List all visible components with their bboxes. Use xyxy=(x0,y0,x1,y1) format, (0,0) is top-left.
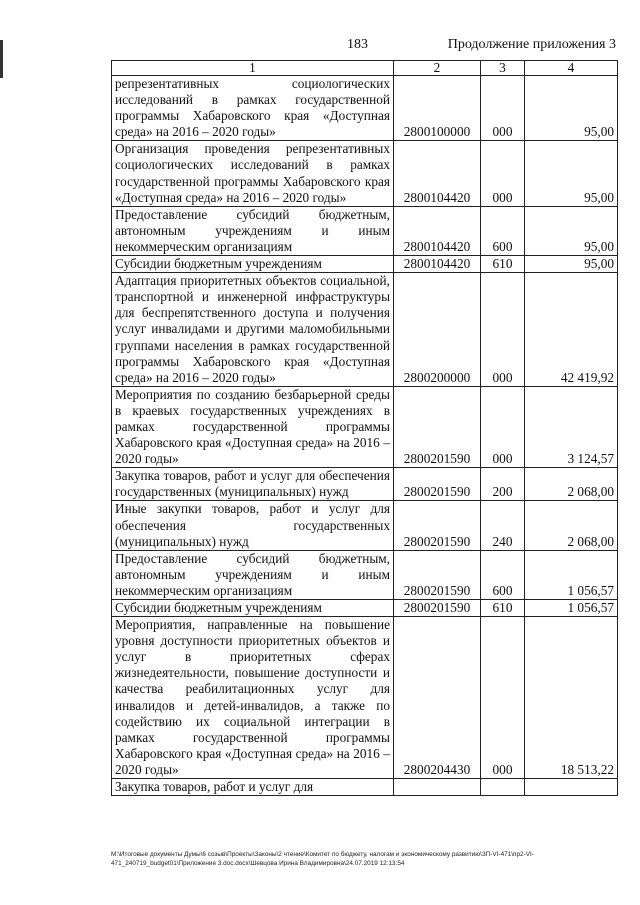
amount: 95,00 xyxy=(525,256,618,273)
expense-type: 000 xyxy=(481,617,525,779)
table-row xyxy=(112,386,618,467)
amount: 1 056,57 xyxy=(525,550,618,599)
table-row xyxy=(112,468,618,501)
row-name: Предоставление субсидий бюджетным, автономным учреждениям и иным некоммерческим организациям xyxy=(112,550,394,599)
expense-type: 610 xyxy=(481,256,525,273)
expense-type: 600 xyxy=(481,550,525,599)
expense-type: 000 xyxy=(481,76,525,141)
target-code: 2800104420 xyxy=(394,256,481,273)
target-code xyxy=(394,779,481,796)
table-row xyxy=(112,550,618,599)
table-row xyxy=(112,501,618,550)
page-number: 183 xyxy=(347,37,368,52)
row-name: Мероприятия по созданию безбарьерной среды в краевых государственных учреждениях в рамках государственной программы Хабаровского края «Доступная среда» на 2016 – 2020 годы» xyxy=(112,386,394,467)
amount: 95,00 xyxy=(525,206,618,255)
table-row xyxy=(112,779,618,796)
expense-type: 200 xyxy=(481,468,525,501)
target-code: 2800201590 xyxy=(394,600,481,617)
amount: 3 124,57 xyxy=(525,386,618,467)
expense-type: 600 xyxy=(481,206,525,255)
row-name: репрезентативных социологических исследований в рамках государственной программы Хабаровского края «Доступная среда» на 2016 – 2020 годы» xyxy=(112,76,394,141)
expense-type: 000 xyxy=(481,141,525,206)
row-name: Субсидии бюджетным учреждениям xyxy=(112,600,394,617)
budget-table xyxy=(111,60,618,796)
row-name: Закупка товаров, работ и услуг для xyxy=(112,779,394,796)
amount xyxy=(525,779,618,796)
table-row xyxy=(112,141,618,206)
table-row xyxy=(112,273,618,387)
table-row xyxy=(112,600,618,617)
amount: 1 056,57 xyxy=(525,600,618,617)
row-name: Адаптация приоритетных объектов социальной, транспортной и инженерной инфраструктуры для беспрепятственного доступа и получения услуг инвалидами и другими маломобильными группами населения в рамках государственной программы Хабаровского края «Доступная среда» на 2016 – 2020 годы» xyxy=(112,273,394,387)
row-name: Иные закупки товаров, работ и услуг для обеспечения государственных (муниципальных) нужд xyxy=(112,501,394,550)
file-path-footer: М:\Итоговые документы Думы\6 созыв\Проекты\Законы\2 чтение\Комитет по бюджету, налогам и экономическому развитию\ЗП-VI-471\пр2-VI-471_240719_budget01\Приложение 3.doc.docx\Шевцова Ирина Владимировна\24.07.2019 12:13:54 xyxy=(111,851,534,867)
expense-type: 240 xyxy=(481,501,525,550)
target-code: 2800201590 xyxy=(394,468,481,501)
column-header: 4 xyxy=(525,61,618,76)
target-code: 2800201590 xyxy=(394,501,481,550)
table-row xyxy=(112,256,618,273)
row-name: Субсидии бюджетным учреждениям xyxy=(112,256,394,273)
table-row xyxy=(112,76,618,141)
expense-type: 000 xyxy=(481,273,525,387)
continuation-caption: Продолжение приложения 3 xyxy=(447,37,616,52)
amount: 95,00 xyxy=(525,141,618,206)
target-code: 2800201590 xyxy=(394,386,481,467)
amount: 95,00 xyxy=(525,76,618,141)
target-code: 2800201590 xyxy=(394,550,481,599)
table-row xyxy=(112,617,618,779)
target-code: 2800100000 xyxy=(394,76,481,141)
row-name: Предоставление субсидий бюджетным, автономным учреждениям и иным некоммерческим организациям xyxy=(112,206,394,255)
column-header: 1 xyxy=(112,61,394,76)
expense-type: 000 xyxy=(481,386,525,467)
amount: 2 068,00 xyxy=(525,501,618,550)
row-name: Мероприятия, направленные на повышение уровня доступности приоритетных объектов и услуг в приоритетных сферах жизнедеятельности, повышение доступности и качества реабилитационных услуг для инвалидов и детей-инвалидов, а также по содействию их социальной интеграции в рамках государственной программы Хабаровского края «Доступная среда» на 2016 – 2020 годы» xyxy=(112,617,394,779)
target-code: 2800200000 xyxy=(394,273,481,387)
page-edge-mark xyxy=(0,40,3,78)
column-header: 3 xyxy=(481,61,525,76)
amount: 42 419,92 xyxy=(525,273,618,387)
column-header: 2 xyxy=(394,61,481,76)
row-name: Организация проведения репрезентативных социологических исследований в рамках государственной программы Хабаровского края «Доступная среда» на 2016 – 2020 годы» xyxy=(112,141,394,206)
expense-type: 610 xyxy=(481,600,525,617)
row-name: Закупка товаров, работ и услуг для обеспечения государственных (муниципальных) нужд xyxy=(112,468,394,501)
amount: 2 068,00 xyxy=(525,468,618,501)
expense-type xyxy=(481,779,525,796)
target-code: 2800204430 xyxy=(394,617,481,779)
table-row xyxy=(112,206,618,255)
target-code: 2800104420 xyxy=(394,141,481,206)
table-header-row xyxy=(112,61,618,76)
amount: 18 513,22 xyxy=(525,617,618,779)
target-code: 2800104420 xyxy=(394,206,481,255)
